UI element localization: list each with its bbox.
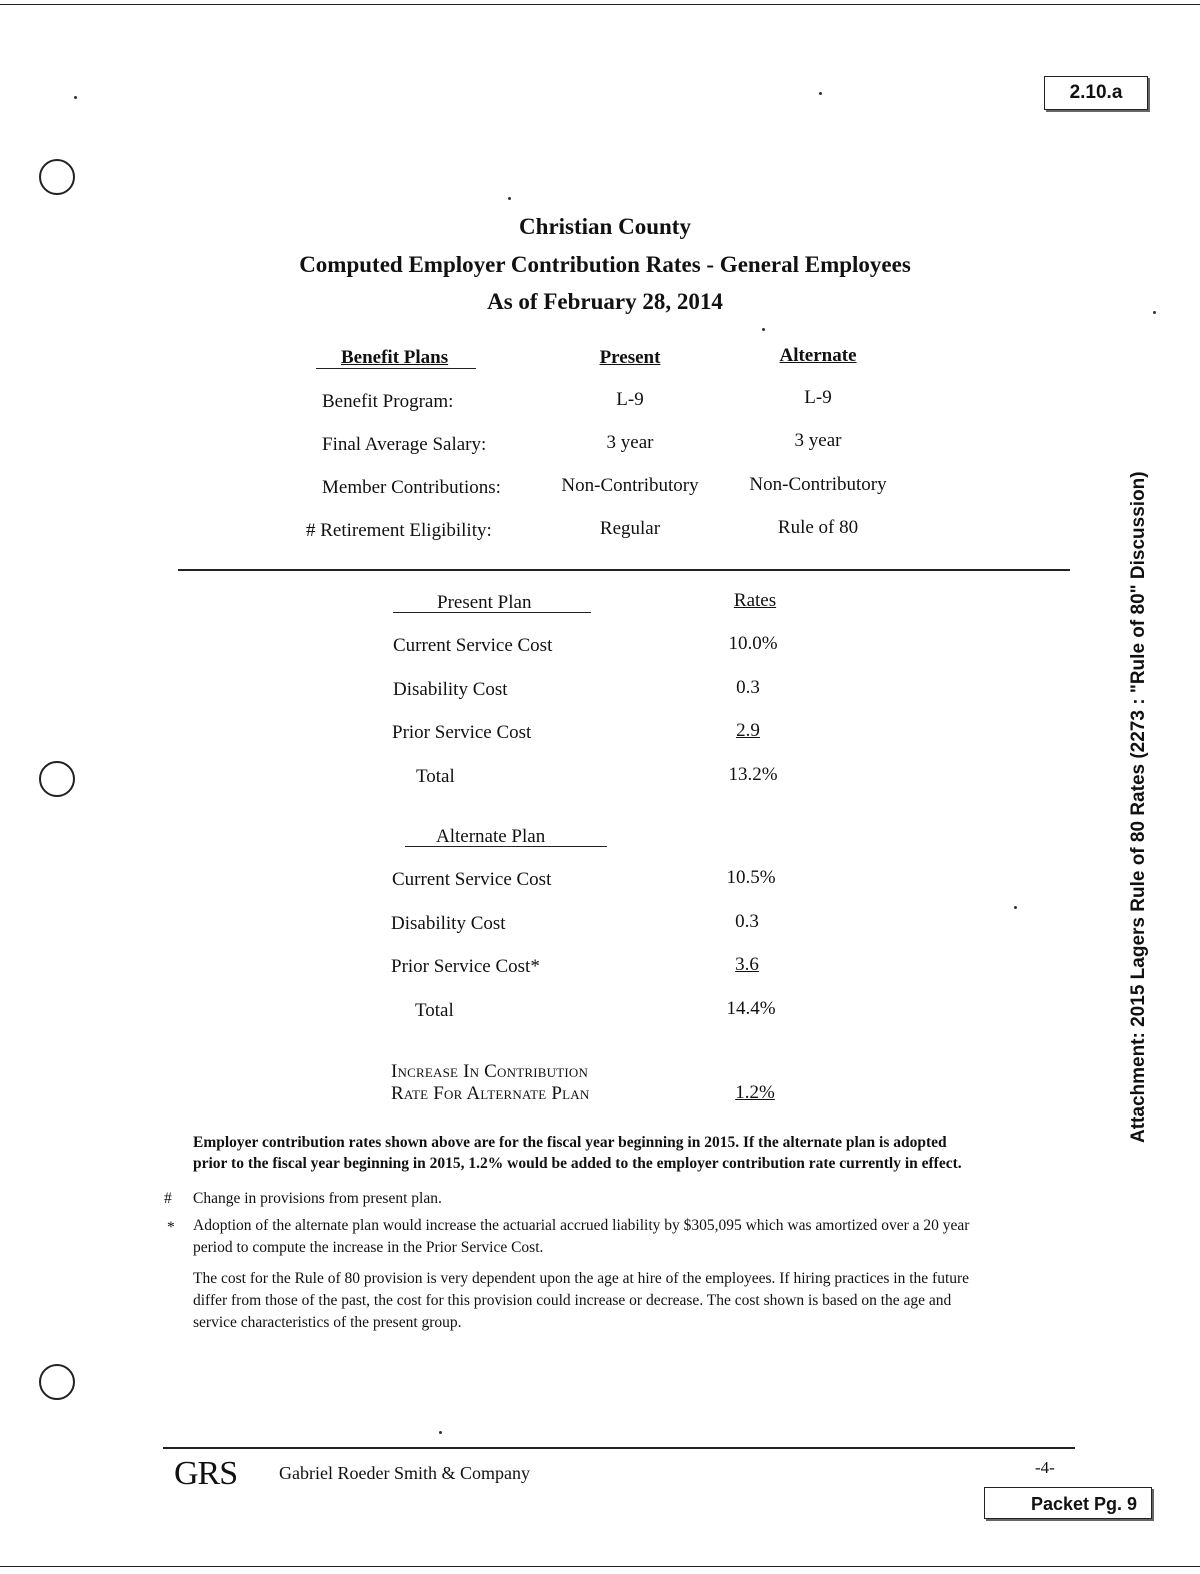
row-label-retirement-eligibility: # Retirement Eligibility:: [306, 520, 492, 541]
present-disability-cost-label: Disability Cost: [393, 679, 508, 700]
alternate-total-value: 14.4%: [726, 998, 776, 1019]
scan-speck: [74, 96, 77, 99]
present-prior-service-cost-value: 2.9: [736, 720, 760, 741]
present-total-label: Total: [416, 766, 455, 787]
hash-footnote-symbol: #: [164, 1190, 172, 1207]
present-disability-cost-value: 0.3: [736, 677, 760, 698]
star-footnote-line1: Adoption of the alternate plan would increase the actuarial accrued liability by $305,095 which was amortized over a 20 year: [193, 1217, 970, 1234]
rates-column-header: Rates: [733, 590, 777, 611]
document-id-box: 2.10.a: [1044, 76, 1148, 110]
punch-hole-bottom: [39, 1364, 75, 1400]
scan-speck: [439, 1431, 442, 1434]
bottom-border-line: [0, 1566, 1200, 1567]
alternate-current-service-cost-value: 10.5%: [726, 867, 776, 888]
top-border-line: [0, 4, 1200, 5]
alternate-final-average-salary: 3 year: [794, 430, 842, 451]
scan-speck: [762, 328, 765, 331]
alternate-retirement-eligibility: Rule of 80: [777, 517, 859, 538]
document-date: As of February 28, 2014: [487, 289, 723, 314]
rule-of-80-note-line1: The cost for the Rule of 80 provision is very dependent upon the age at hire of the employees. If hiring practices in the future: [193, 1270, 970, 1287]
alternate-current-service-cost-label: Current Service Cost: [392, 869, 552, 890]
hash-footnote-text: Change in provisions from present plan.: [193, 1190, 442, 1207]
increase-label-line1: Increase In Contribution: [391, 1061, 589, 1082]
increase-label-line2: Rate For Alternate Plan: [391, 1083, 590, 1104]
alternate-disability-cost-value: 0.3: [735, 911, 759, 932]
alternate-member-contributions: Non-Contributory: [749, 474, 887, 495]
bold-note-line2: prior to the fiscal year beginning in 2015, 1.2% would be added to the employer contribution rate currently in effect.: [193, 1155, 962, 1172]
alternate-total-label: Total: [415, 1000, 454, 1021]
rule-of-80-note-line2: differ from those of the past, the cost for this provision could increase or decrease. The cost shown is based on the age and: [193, 1292, 952, 1309]
benefit-plans-header-underline: [316, 368, 476, 369]
rule-of-80-note-line3: service characteristics of the present group.: [193, 1314, 462, 1331]
row-label-final-average-salary: Final Average Salary:: [322, 434, 487, 455]
alternate-prior-service-cost-label: Prior Service Cost*: [391, 956, 540, 977]
packet-page-box: Packet Pg. 9: [984, 1487, 1152, 1519]
scan-speck: [1014, 906, 1017, 909]
present-benefit-program: L-9: [616, 389, 644, 410]
scan-speck: [508, 197, 511, 200]
alternate-plan-header-underline: [405, 846, 607, 847]
present-final-average-salary: 3 year: [606, 432, 654, 453]
present-plan-header: Present Plan: [437, 592, 532, 613]
present-plan-header-underline: [393, 612, 591, 613]
company-name: Gabriel Roeder Smith & Company: [279, 1463, 530, 1483]
alternate-plan-header: Alternate Plan: [436, 826, 546, 847]
footer-rule: [163, 1447, 1075, 1449]
grs-logo: GRS: [174, 1455, 238, 1492]
present-prior-service-cost-label: Prior Service Cost: [392, 722, 532, 743]
star-footnote-symbol: *: [167, 1219, 175, 1236]
alternate-benefit-program: L-9: [804, 387, 832, 408]
page-number: -4-: [1035, 1458, 1055, 1477]
present-retirement-eligibility: Regular: [599, 518, 661, 539]
document-subtitle: Computed Employer Contribution Rates - General Employees: [299, 252, 911, 277]
present-current-service-cost-value: 10.0%: [728, 633, 778, 654]
attachment-sidebar-label: Attachment: 2015 Lagers Rule of 80 Rates (2273 : "Rule of 80" Discussion): [1128, 471, 1149, 1143]
alternate-column-header: Alternate: [779, 345, 857, 366]
document-title: Christian County: [519, 214, 691, 239]
scan-speck: [819, 92, 822, 95]
alternate-disability-cost-label: Disability Cost: [391, 913, 506, 934]
present-column-header: Present: [599, 347, 661, 368]
present-current-service-cost-label: Current Service Cost: [393, 635, 553, 656]
benefit-plans-header: Benefit Plans: [341, 347, 449, 368]
star-footnote-line2: period to compute the increase in the Prior Service Cost.: [193, 1239, 544, 1256]
alternate-prior-service-cost-value: 3.6: [735, 954, 759, 975]
bold-note-line1: Employer contribution rates shown above are for the fiscal year beginning in 2015. If the alternate plan is adopted: [193, 1134, 947, 1151]
increase-value: 1.2%: [735, 1082, 775, 1103]
present-total-value: 13.2%: [728, 764, 778, 785]
section-divider: [178, 569, 1070, 571]
punch-hole-top: [39, 159, 75, 195]
present-member-contributions: Non-Contributory: [561, 475, 699, 496]
row-label-member-contributions: Member Contributions:: [322, 477, 501, 498]
punch-hole-middle: [39, 761, 75, 797]
row-label-benefit-program: Benefit Program:: [322, 391, 454, 412]
